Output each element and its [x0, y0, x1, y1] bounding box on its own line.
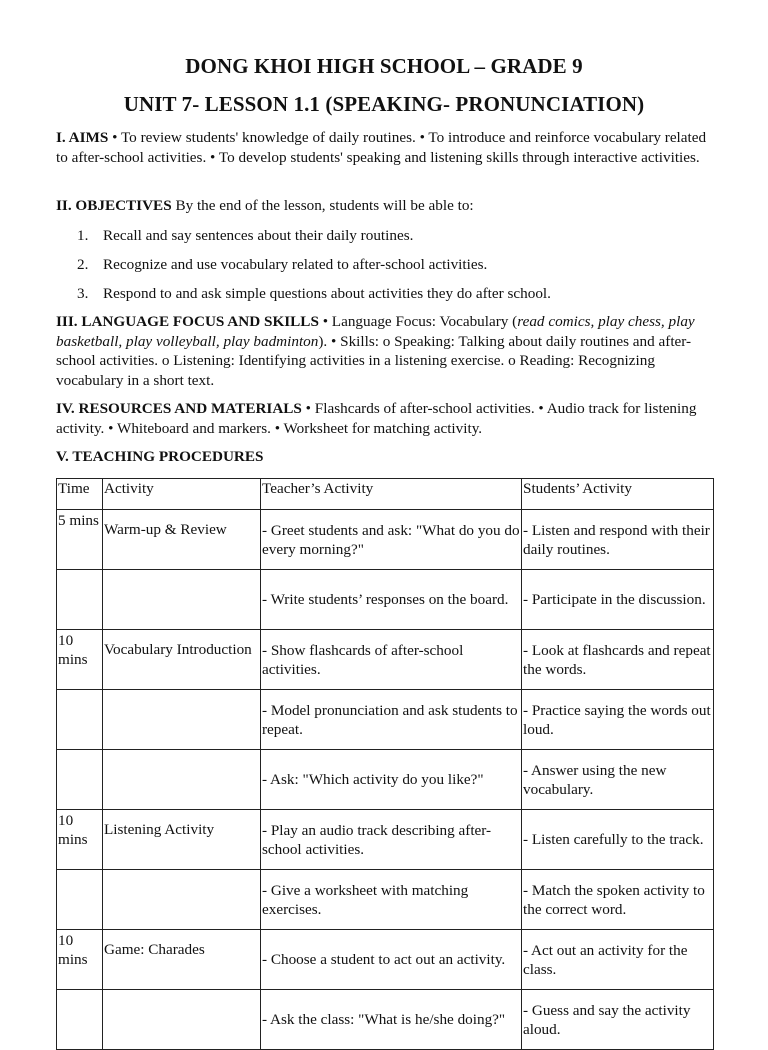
teacher-activity-cell: - Show flashcards of after-school activities.: [261, 630, 522, 690]
table-row: [57, 870, 714, 930]
students-activity-cell: - Look at flashcards and repeat the words.: [522, 630, 714, 690]
activity-cell: [103, 750, 261, 810]
teacher-activity-cell: - Ask the class: "What is he/she doing?": [261, 990, 522, 1050]
teacher-activity-cell: - Model pronunciation and ask students to repeat.: [261, 690, 522, 750]
students-activity-cell: - Listen carefully to the track.: [522, 810, 714, 870]
activity-cell: [103, 570, 261, 630]
objective-number: 3.: [77, 285, 89, 302]
language-focus-section: [56, 312, 712, 390]
lesson-title: UNIT 7- LESSON 1.1 (SPEAKING- PRONUNCIATION): [123, 92, 645, 116]
activity-cell: [103, 690, 261, 750]
objective-text: Recognize and use vocabulary related to after-school activities.: [103, 256, 488, 273]
teacher-activity-cell: - Choose a student to act out an activity.: [261, 930, 522, 990]
objectives-intro: By the end of the lesson, students will be able to:: [171, 197, 474, 214]
objective-item: [56, 226, 712, 255]
objective-text: Respond to and ask simple questions about activities they do after school.: [103, 285, 551, 302]
objectives-section: [56, 196, 712, 216]
teacher-activity-cell: - Give a worksheet with matching exercises.: [261, 870, 522, 930]
teacher-activity-cell: - Ask: "Which activity do you like?": [261, 750, 522, 810]
time-cell: 10 mins: [57, 930, 103, 990]
vocabulary-list: read comics, play chess, play basketball, play volleyball, play badminton: [56, 313, 695, 350]
students-activity-cell: - Answer using the new vocabulary.: [522, 750, 714, 810]
activity-cell: Vocabulary Introduction: [103, 630, 261, 690]
objective-text: Recall and say sentences about their daily routines.: [103, 227, 414, 244]
aims-heading: I. AIMS: [56, 129, 109, 146]
table-row: [57, 510, 714, 570]
time-cell: 10 mins: [57, 810, 103, 870]
column-header-activity: Activity: [103, 479, 261, 510]
teacher-activity-cell: - Greet students and ask: "What do you do every morning?": [261, 510, 522, 570]
school-title: DONG KHOI HIGH SCHOOL – GRADE 9: [185, 54, 583, 78]
time-cell: [57, 990, 103, 1050]
time-cell: [57, 750, 103, 810]
students-activity-cell: - Practice saying the words out loud.: [522, 690, 714, 750]
students-activity-cell: - Guess and say the activity aloud.: [522, 990, 714, 1050]
activity-cell: [103, 990, 261, 1050]
table-row: [57, 810, 714, 870]
table-header-row: [57, 479, 714, 510]
table-row: [57, 750, 714, 810]
objectives-list: [56, 226, 712, 313]
language-focus-heading: III. LANGUAGE FOCUS AND SKILLS: [56, 313, 319, 330]
activity-cell: Game: Charades: [103, 930, 261, 990]
students-activity-cell: - Match the spoken activity to the correct word.: [522, 870, 714, 930]
aims-text: • To review students' knowledge of daily routines. • To introduce and reinforce vocabulary related to after-school activities. • To develop students' speaking and listening skills through interactive activities.: [56, 129, 707, 166]
objective-item: [56, 284, 712, 313]
time-cell: [57, 570, 103, 630]
resources-text: • Flashcards of after-school activities. • Audio track for listening activity. • Whiteboard and markers. • Worksheet for matching activity.: [56, 400, 697, 437]
procedures-heading: V. TEACHING PROCEDURES: [56, 448, 264, 465]
objective-number: 2.: [77, 256, 89, 273]
activity-cell: Warm-up & Review: [103, 510, 261, 570]
aims-section: [56, 128, 712, 167]
objectives-heading: II. OBJECTIVES: [56, 197, 172, 214]
activity-cell: Listening Activity: [103, 810, 261, 870]
students-activity-cell: - Listen and respond with their daily routines.: [522, 510, 714, 570]
resources-heading: IV. RESOURCES AND MATERIALS: [56, 400, 302, 417]
activity-cell: [103, 870, 261, 930]
time-cell: [57, 690, 103, 750]
time-cell: 5 mins: [57, 510, 103, 570]
students-activity-cell: - Participate in the discussion.: [522, 570, 714, 630]
objective-item: [56, 255, 712, 284]
teacher-activity-cell: - Write students’ responses on the board.: [261, 570, 522, 630]
objective-number: 1.: [77, 227, 89, 244]
resources-section: [56, 399, 712, 438]
table-row: [57, 930, 714, 990]
procedures-section: [56, 447, 712, 467]
procedures-table: [56, 478, 714, 1050]
language-focus-text-before: • Language Focus: Vocabulary (: [318, 313, 518, 330]
table-row: [57, 990, 714, 1050]
time-cell: 10 mins: [57, 630, 103, 690]
students-activity-cell: - Act out an activity for the class.: [522, 930, 714, 990]
table-row: [57, 690, 714, 750]
language-focus-text-after: ). • Skills: o Speaking: Talking about daily routines and after-school activities. o Listening: Identifying activities in a listening exercise. o Reading: Recognizing vocabulary in a short text.: [56, 332, 692, 389]
column-header-teacher: Teacher’s Activity: [261, 479, 522, 510]
table-row: [57, 570, 714, 630]
column-header-students: Students’ Activity: [522, 479, 714, 510]
column-header-time: Time: [57, 479, 103, 510]
teacher-activity-cell: - Play an audio track describing after-school activities.: [261, 810, 522, 870]
time-cell: [57, 870, 103, 930]
table-row: [57, 630, 714, 690]
